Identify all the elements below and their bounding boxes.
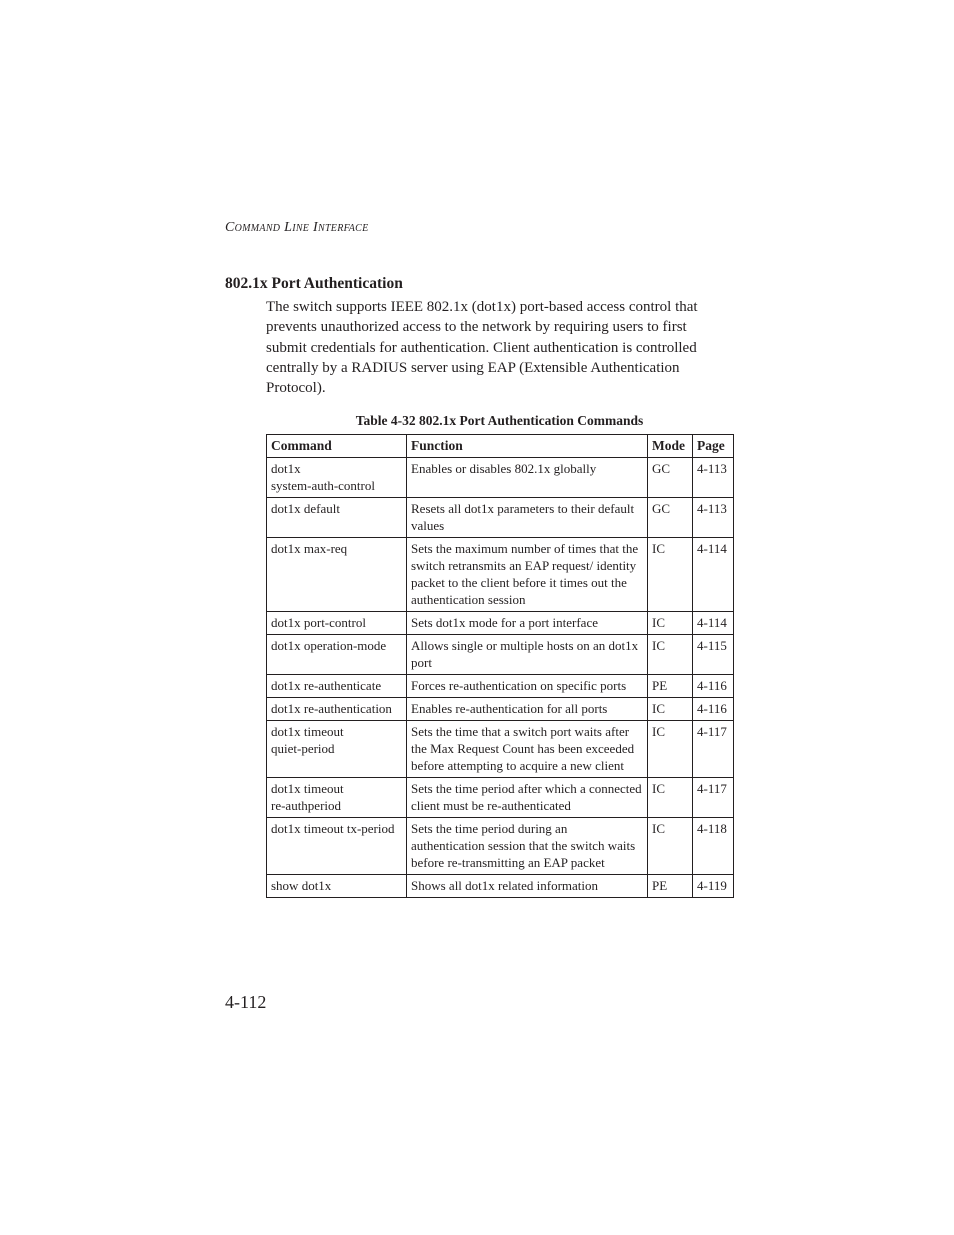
table-row [267, 875, 734, 898]
cell-command: dot1x re-authenticate [267, 675, 407, 698]
cell-mode: GC [648, 498, 693, 538]
cell-command: dot1x timeout tx-period [267, 818, 407, 875]
cell-mode: PE [648, 675, 693, 698]
table-header-row [267, 435, 734, 458]
cell-command: dot1x re-authentication [267, 698, 407, 721]
cell-mode: IC [648, 635, 693, 675]
cell-function: Enables or disables 802.1x globally [407, 458, 648, 498]
table-row [267, 498, 734, 538]
cell-command: dot1x operation-mode [267, 635, 407, 675]
commands-table [266, 434, 734, 898]
header-page: Page [693, 435, 734, 458]
cell-page: 4-117 [693, 778, 734, 818]
cell-page: 4-116 [693, 675, 734, 698]
cell-command: dot1x port-control [267, 612, 407, 635]
cell-mode: IC [648, 818, 693, 875]
table-row [267, 458, 734, 498]
cell-function: Sets dot1x mode for a port interface [407, 612, 648, 635]
cell-command: dot1x timeout re-authperiod [267, 778, 407, 818]
header-command: Command [267, 435, 407, 458]
cell-mode: IC [648, 538, 693, 612]
cell-mode: IC [648, 698, 693, 721]
cell-command: dot1x default [267, 498, 407, 538]
section-title: 802.1x Port Authentication [225, 275, 403, 292]
cell-page: 4-117 [693, 721, 734, 778]
cell-function: Enables re-authentication for all ports [407, 698, 648, 721]
table-row [267, 721, 734, 778]
cell-page: 4-118 [693, 818, 734, 875]
table-row [267, 698, 734, 721]
header-mode: Mode [648, 435, 693, 458]
cell-page: 4-113 [693, 498, 734, 538]
table-row [267, 612, 734, 635]
cell-page: 4-113 [693, 458, 734, 498]
cell-function: Sets the time period after which a connected client must be re-authenticated [407, 778, 648, 818]
cell-function: Resets all dot1x parameters to their default values [407, 498, 648, 538]
cell-mode: PE [648, 875, 693, 898]
table-row [267, 778, 734, 818]
cell-mode: GC [648, 458, 693, 498]
intro-paragraph: The switch supports IEEE 802.1x (dot1x) port-based access control that prevents unauthorized access to the network by requiring users to first submit credentials for authentication. Client authentication is controlled centrally by a RADIUS server using EAP (Extensible Authentication Protocol). [266, 299, 698, 397]
cell-mode: IC [648, 778, 693, 818]
table-row [267, 818, 734, 875]
cell-function: Allows single or multiple hosts on an dot1x port [407, 635, 648, 675]
cell-command: dot1x system-auth-control [267, 458, 407, 498]
table-row [267, 675, 734, 698]
running-head: Command Line Interface [225, 220, 369, 235]
cell-page: 4-119 [693, 875, 734, 898]
table-caption: Table 4-32 802.1x Port Authentication Commands [355, 413, 644, 428]
cell-mode: IC [648, 721, 693, 778]
cell-command: dot1x max-req [267, 538, 407, 612]
table-row [267, 635, 734, 675]
cell-command: show dot1x [267, 875, 407, 898]
cell-page: 4-115 [693, 635, 734, 675]
page-number: 4-112 [225, 992, 267, 1012]
table-body [267, 458, 734, 898]
cell-function: Shows all dot1x related information [407, 875, 648, 898]
cell-page: 4-116 [693, 698, 734, 721]
cell-mode: IC [648, 612, 693, 635]
table-row [267, 538, 734, 612]
cell-function: Sets the time period during an authentication session that the switch waits before re-transmitting an EAP packet [407, 818, 648, 875]
header-function: Function [407, 435, 648, 458]
cell-function: Sets the maximum number of times that the switch retransmits an EAP request/ identity packet to the client before it times out the authentication session [407, 538, 648, 612]
cell-function: Sets the time that a switch port waits after the Max Request Count has been exceeded before attempting to acquire a new client [407, 721, 648, 778]
cell-page: 4-114 [693, 612, 734, 635]
cell-function: Forces re-authentication on specific ports [407, 675, 648, 698]
cell-page: 4-114 [693, 538, 734, 612]
cell-command: dot1x timeout quiet-period [267, 721, 407, 778]
